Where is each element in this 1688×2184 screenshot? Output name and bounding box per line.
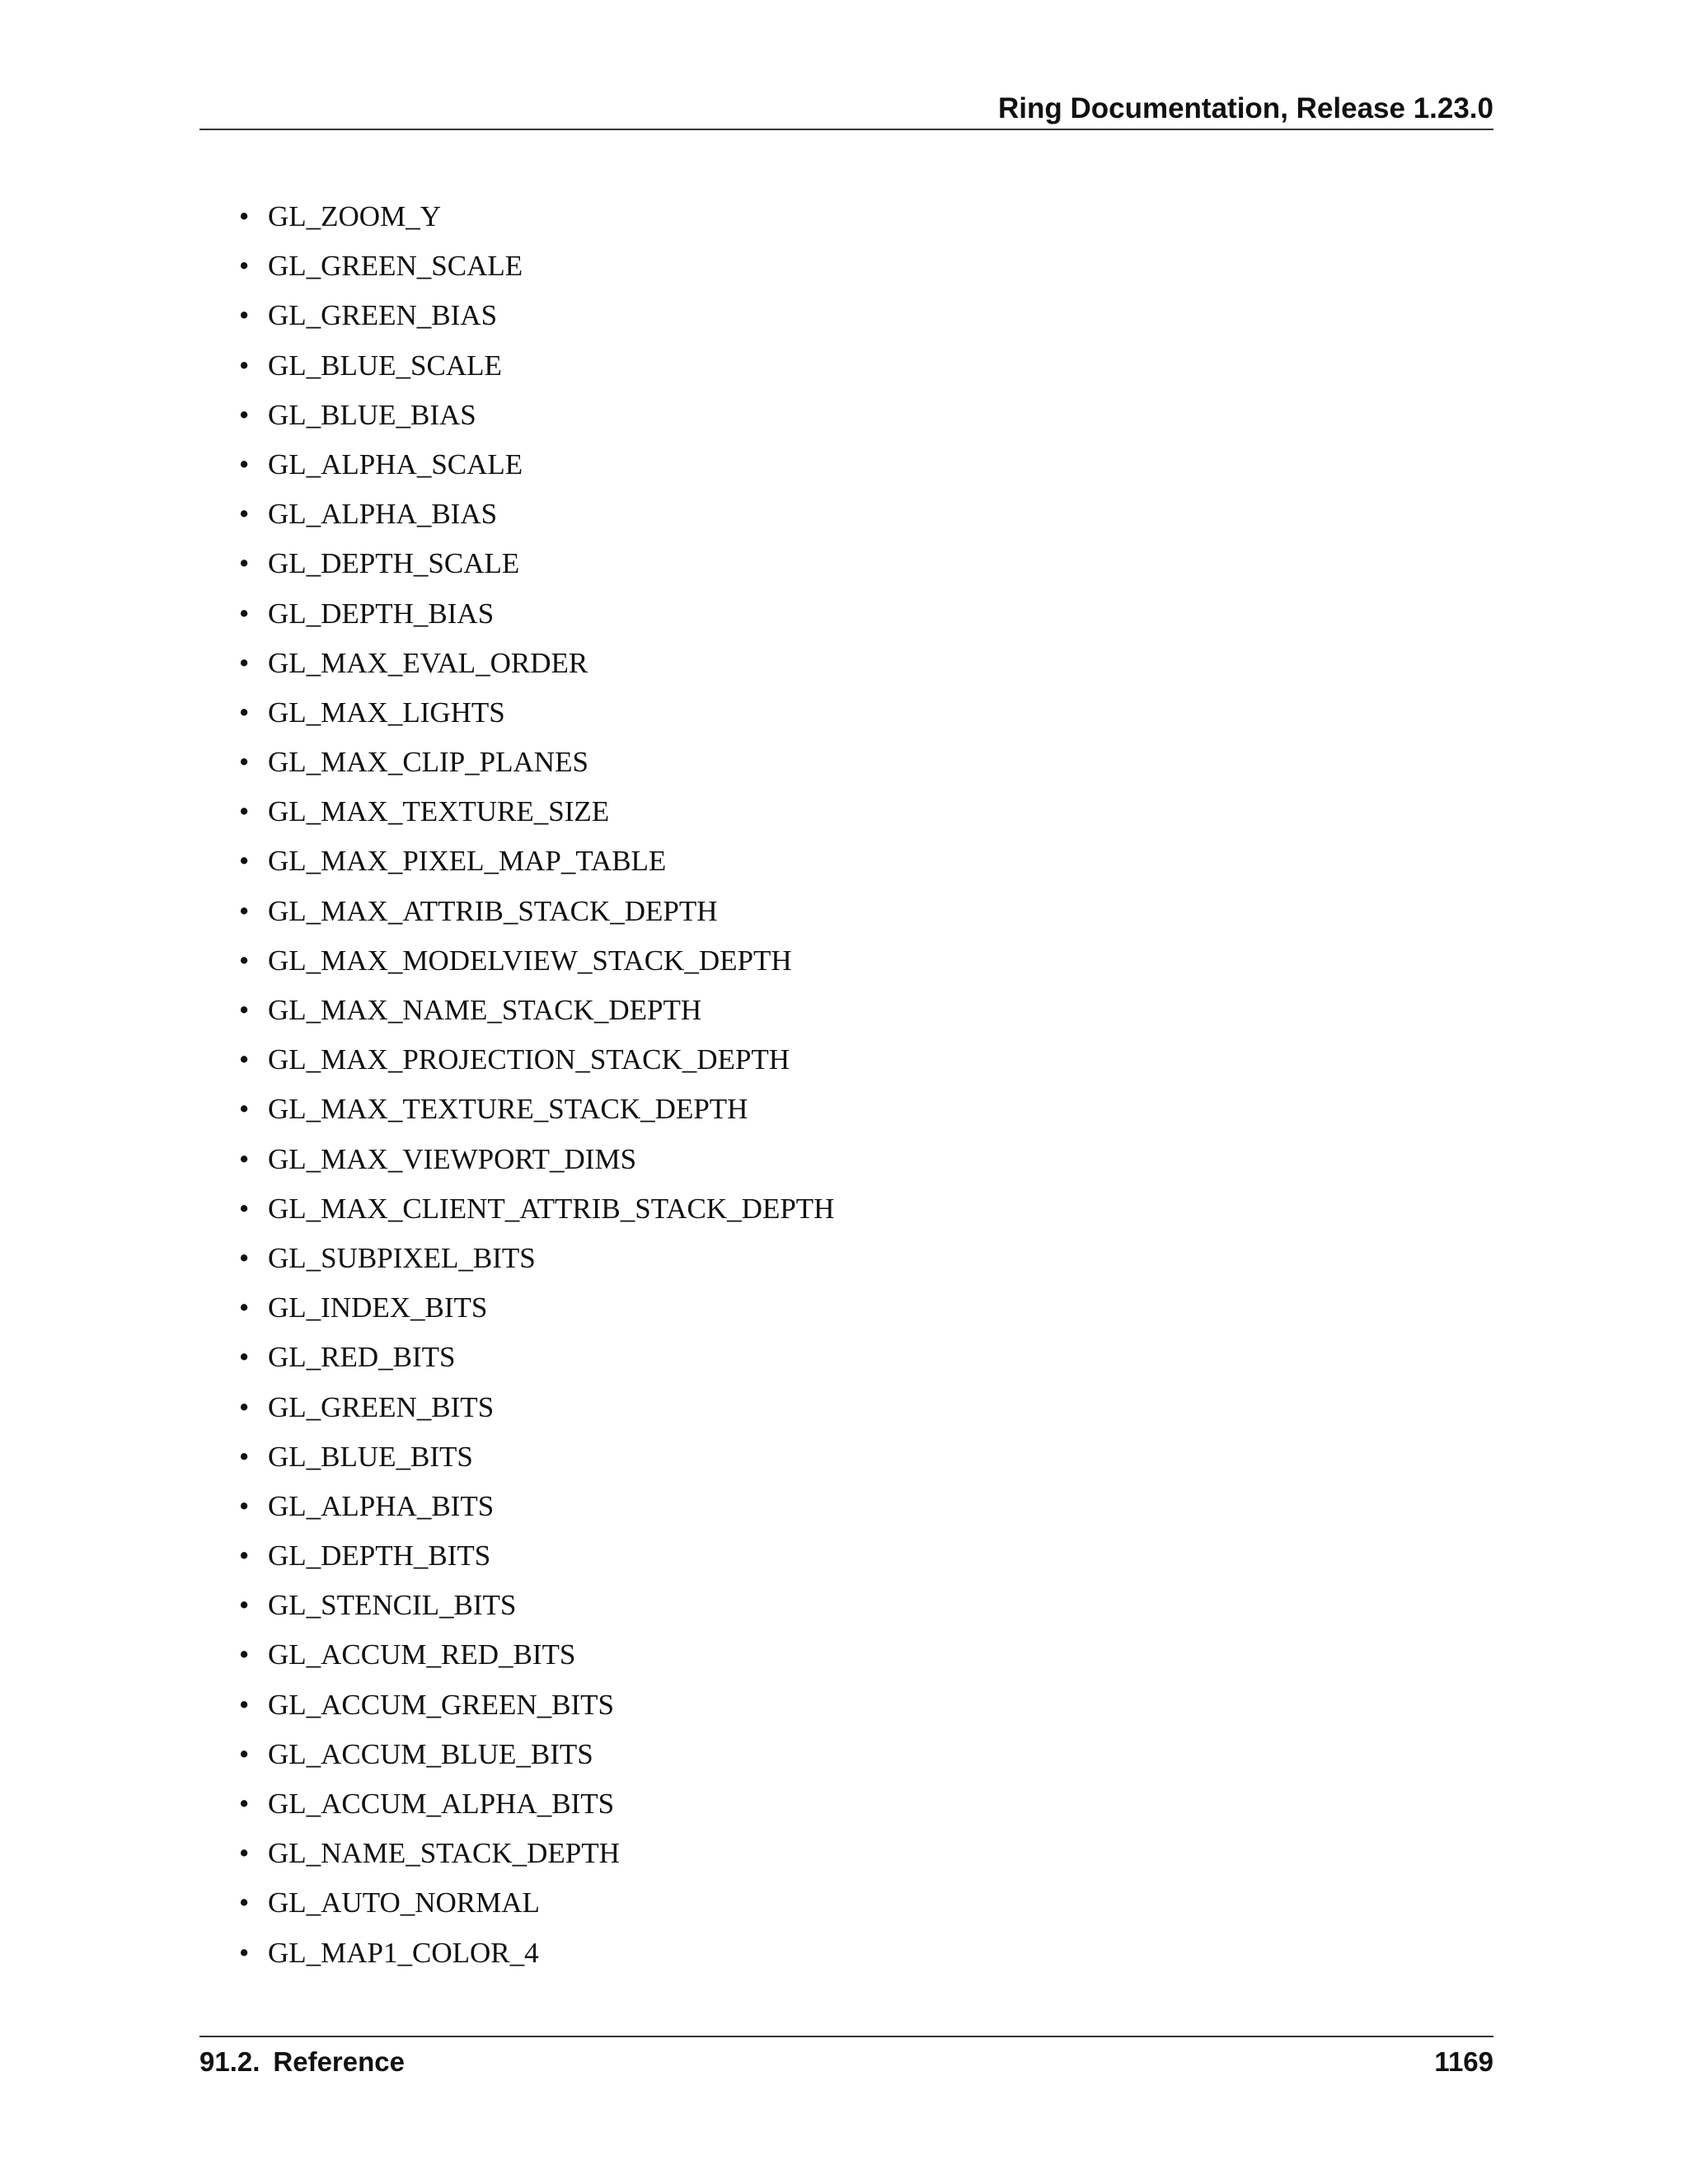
bullet-icon: • xyxy=(239,1540,250,1572)
list-item xyxy=(239,1630,834,1680)
bullet-icon: • xyxy=(239,1241,250,1274)
list-item xyxy=(239,1035,834,1085)
list-item xyxy=(239,1085,834,1134)
list-item xyxy=(239,341,834,391)
bullet-icon: • xyxy=(239,1291,250,1324)
page-number: 1169 xyxy=(1434,2046,1493,2077)
bullet-icon: • xyxy=(239,894,250,927)
list-item-text: GL_AUTO_NORMAL xyxy=(268,1886,540,1919)
bullet-icon: • xyxy=(239,448,250,480)
bullet-icon: • xyxy=(239,1886,250,1919)
bullet-icon: • xyxy=(239,696,250,729)
bullet-icon: • xyxy=(239,1142,250,1175)
section-title: Reference xyxy=(273,2046,405,2077)
list-item-text: GL_MAX_TEXTURE_SIZE xyxy=(268,795,610,828)
bullet-icon: • xyxy=(239,250,250,283)
bullet-icon: • xyxy=(239,299,250,332)
list-item-text: GL_BLUE_BIAS xyxy=(268,398,476,431)
list-item xyxy=(239,440,834,490)
bullet-icon: • xyxy=(239,1341,250,1374)
list-item-text: GL_DEPTH_BITS xyxy=(268,1540,491,1572)
list-item xyxy=(239,241,834,291)
list-item xyxy=(239,1184,834,1234)
list-item xyxy=(239,1779,834,1829)
list-item-text: GL_BLUE_BITS xyxy=(268,1440,473,1473)
list-item xyxy=(239,936,834,986)
list-item-text: GL_ACCUM_GREEN_BITS xyxy=(268,1688,615,1721)
list-item xyxy=(239,589,834,639)
list-item xyxy=(239,688,834,738)
bullet-icon: • xyxy=(239,1093,250,1126)
list-item-text: GL_MAX_TEXTURE_STACK_DEPTH xyxy=(268,1093,748,1126)
list-item xyxy=(239,738,834,787)
list-item-text: GL_MAX_PIXEL_MAP_TABLE xyxy=(268,845,667,878)
list-item-text: GL_MAX_ATTRIB_STACK_DEPTH xyxy=(268,894,718,927)
bullet-icon: • xyxy=(239,1837,250,1870)
bullet-icon: • xyxy=(239,1788,250,1820)
list-item-text: GL_MAX_CLIP_PLANES xyxy=(268,746,588,779)
list-item-text: GL_MAX_EVAL_ORDER xyxy=(268,646,588,679)
list-item xyxy=(239,1283,834,1333)
list-item xyxy=(239,1531,834,1581)
bullet-icon: • xyxy=(239,498,250,531)
list-item xyxy=(239,887,834,936)
list-item xyxy=(239,639,834,688)
list-item xyxy=(239,1829,834,1878)
list-item-text: GL_ZOOM_Y xyxy=(268,200,441,232)
list-item-text: GL_ACCUM_RED_BITS xyxy=(268,1638,576,1671)
bullet-icon: • xyxy=(239,944,250,977)
list-item xyxy=(239,1135,834,1184)
list-item xyxy=(239,1482,834,1531)
list-item-text: GL_RED_BITS xyxy=(268,1341,456,1374)
list-item xyxy=(239,1234,834,1283)
bullet-icon: • xyxy=(239,746,250,779)
list-item xyxy=(239,787,834,837)
bullet-icon: • xyxy=(239,398,250,431)
bullet-icon: • xyxy=(239,1043,250,1076)
bullet-icon: • xyxy=(239,1688,250,1721)
bullet-icon: • xyxy=(239,1737,250,1770)
list-item-text: GL_ALPHA_SCALE xyxy=(268,448,523,480)
bullet-icon: • xyxy=(239,200,250,232)
list-item xyxy=(239,490,834,539)
list-item-text: GL_STENCIL_BITS xyxy=(268,1589,517,1622)
list-item-text: GL_DEPTH_SCALE xyxy=(268,547,520,580)
bullet-icon: • xyxy=(239,1489,250,1522)
list-item-text: GL_GREEN_BITS xyxy=(268,1390,495,1423)
list-item-text: GL_SUBPIXEL_BITS xyxy=(268,1241,536,1274)
list-item-text: GL_BLUE_SCALE xyxy=(268,349,502,382)
list-item xyxy=(239,1878,834,1928)
list-item-text: GL_DEPTH_BIAS xyxy=(268,597,495,630)
document-title: Ring Documentation, Release 1.23.0 xyxy=(997,92,1493,124)
list-item xyxy=(239,986,834,1035)
constant-list xyxy=(239,192,834,1978)
list-item-text: GL_ALPHA_BIAS xyxy=(268,498,498,531)
list-item xyxy=(239,1929,834,1978)
list-item-text: GL_ALPHA_BITS xyxy=(268,1489,495,1522)
list-item xyxy=(239,192,834,241)
list-item xyxy=(239,1680,834,1730)
list-item-text: GL_ACCUM_BLUE_BITS xyxy=(268,1737,593,1770)
section-number: 91.2. xyxy=(199,2046,260,2077)
list-item xyxy=(239,291,834,340)
list-item xyxy=(239,1432,834,1482)
list-item xyxy=(239,837,834,886)
bullet-icon: • xyxy=(239,646,250,679)
bullet-icon: • xyxy=(239,1638,250,1671)
bullet-icon: • xyxy=(239,1936,250,1969)
list-item xyxy=(239,1383,834,1432)
bullet-icon: • xyxy=(239,349,250,382)
list-item-text: GL_NAME_STACK_DEPTH xyxy=(268,1837,620,1870)
list-item-text: GL_MAX_MODELVIEW_STACK_DEPTH xyxy=(268,944,792,977)
list-item xyxy=(239,391,834,440)
bullet-icon: • xyxy=(239,994,250,1026)
list-item-text: GL_GREEN_SCALE xyxy=(268,250,523,283)
list-item-text: GL_MAX_PROJECTION_STACK_DEPTH xyxy=(268,1043,790,1076)
bullet-icon: • xyxy=(239,1589,250,1622)
list-item-text: GL_GREEN_BIAS xyxy=(268,299,498,332)
list-item-text: GL_MAX_NAME_STACK_DEPTH xyxy=(268,994,702,1026)
bullet-icon: • xyxy=(239,547,250,580)
list-item xyxy=(239,1581,834,1630)
list-item-text: GL_ACCUM_ALPHA_BITS xyxy=(268,1788,615,1820)
bullet-icon: • xyxy=(239,1390,250,1423)
bullet-icon: • xyxy=(239,1440,250,1473)
bullet-icon: • xyxy=(239,597,250,630)
list-item-text: GL_MAX_VIEWPORT_DIMS xyxy=(268,1142,637,1175)
list-item-text: GL_MAP1_COLOR_4 xyxy=(268,1936,539,1969)
list-item-text: GL_MAX_LIGHTS xyxy=(268,696,505,729)
list-item-text: GL_INDEX_BITS xyxy=(268,1291,488,1324)
footer-section xyxy=(199,2046,405,2079)
page-header xyxy=(199,89,1493,130)
list-item-text: GL_MAX_CLIENT_ATTRIB_STACK_DEPTH xyxy=(268,1192,835,1225)
bullet-icon: • xyxy=(239,845,250,878)
bullet-icon: • xyxy=(239,795,250,828)
list-item xyxy=(239,1333,834,1382)
list-item xyxy=(239,1730,834,1779)
list-item xyxy=(239,539,834,588)
bullet-icon: • xyxy=(239,1192,250,1225)
page-footer xyxy=(199,2036,1493,2079)
